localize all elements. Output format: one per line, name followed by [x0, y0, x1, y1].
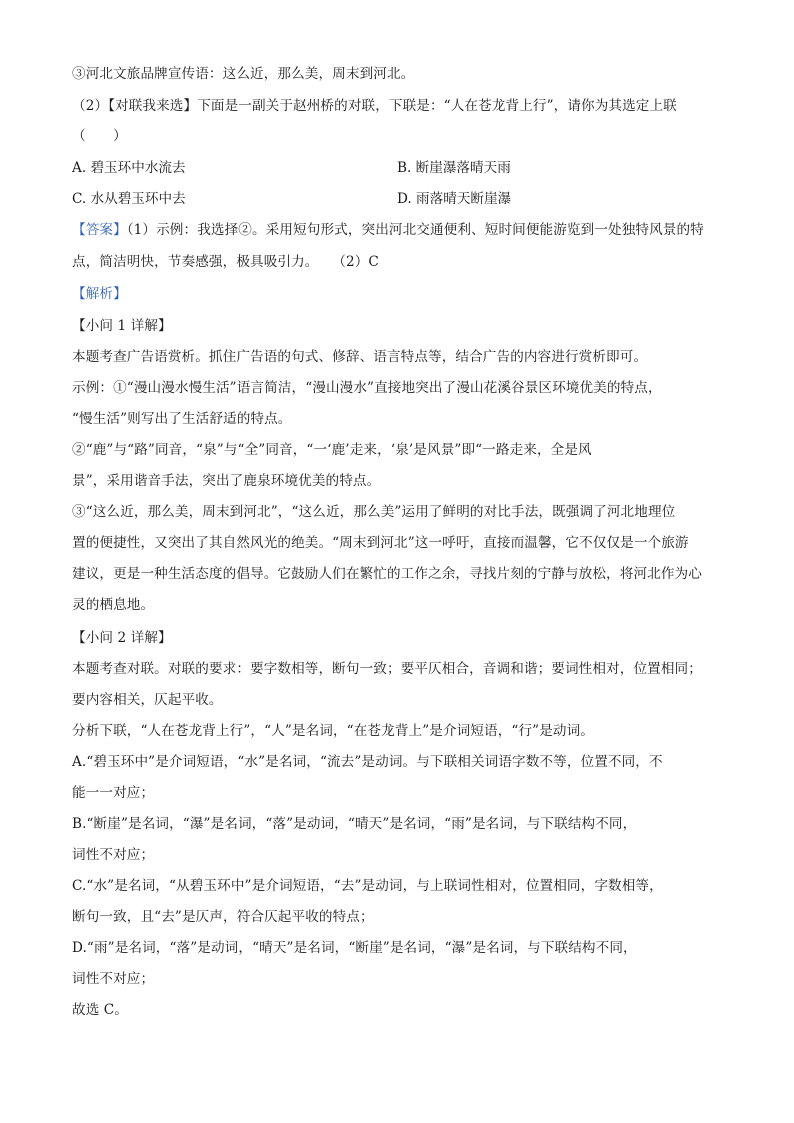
q1-line: “慢生活”则写出了生活舒适的特点。 [72, 411, 292, 427]
q2-line: 词性不对应； [72, 971, 155, 987]
option-b: B. 断崖瀑落晴天雨 [397, 160, 511, 176]
q2-line: 断句一致，且“去”是仄声，符合仄起平收的特点； [72, 909, 374, 925]
q1-line: ②“鹿”与“路”同音，“泉”与“全”同音，“一‘鹿’走来，‘泉’是风景”即“一路走来，全是风 [72, 442, 592, 458]
q1-heading: 【小问 1 详解】 [72, 318, 172, 334]
option-a: A. 碧玉环中水流去 [72, 160, 186, 176]
q1-line: 建议，更是一种生活态度的倡导。它鼓励人们在繁忙的工作之余，寻找片刻的宁静与放松，将河北作为心 [72, 566, 702, 582]
answer-text-1: （1）示例：我选择②。采用短句形式，突出河北交通便利、短时间便能游览到一处独特风景的特 [126, 222, 704, 238]
q2-line: 本题考查对联。对联的要求：要字数相等，断句一致；要平仄相合，音调和谐；要词性相对，位置相同； [72, 661, 702, 677]
q2-line: C.“水”是名词，“从碧玉环中”是介词短语，“去”是动词，与上联词性相对，位置相同，字数相等， [72, 878, 663, 894]
q1-line: 示例：①“漫山漫水慢生活”语言简洁，“漫山漫水”直接地突出了漫山花溪谷景区环境优美的特点， [72, 380, 662, 396]
q2-line: 分析下联，“人在苍龙背上行”，“人”是名词，“在苍龙背上”是介词短语，“行”是动词。 [72, 723, 594, 739]
question-2-blank: （ ） [72, 128, 127, 144]
answer-tag: 【答案】 [72, 222, 127, 238]
q1-line: 置的便捷性，又突出了其自然风光的绝美。“周末到河北”这一呼吁，直接而温馨，它不仅仅是一个旅游 [72, 535, 689, 551]
q2-heading: 【小问 2 详解】 [72, 630, 172, 646]
q2-line: 要内容相关，仄起平收。 [72, 692, 223, 708]
analysis-tag: 【解析】 [72, 286, 127, 302]
answer-line-2: 点，简洁明快，节奏感强，极具吸引力。 （2）C [72, 254, 379, 270]
answer-line-1 [72, 220, 704, 240]
option-d: D. 雨落晴天断崖瀑 [397, 191, 512, 207]
q1-line: ③“这么近，那么美，周末到河北”，“这么近，那么美”运用了鲜明的对比手法，既强调了河北地理位 [72, 504, 676, 520]
option-c: C. 水从碧玉环中去 [72, 191, 186, 207]
question-2-stem: （2）【对联我来选】下面是一副关于赵州桥的对联，下联是：“人在苍龙背上行”，请你为其选定上联 [72, 98, 677, 114]
top-item-3: ③河北文旅品牌宣传语：这么近，那么美，周末到河北。 [72, 66, 415, 82]
q2-line: D.“雨”是名词，“落”是动词，“晴天”是名词，“断崖”是名词，“瀑”是名词，与下联结构不同， [72, 940, 637, 956]
q2-line: 故选 C。 [72, 1002, 129, 1018]
q2-line: B.“断崖”是名词，“瀑”是名词，“落”是动词，“晴天”是名词，“雨”是名词，与下联结构不同， [72, 816, 637, 832]
q2-line: 能一一对应； [72, 785, 155, 801]
q1-line: 景”，采用谐音手法，突出了鹿泉环境优美的特点。 [72, 473, 381, 489]
q1-line: 灵的栖息地。 [72, 597, 155, 613]
q2-line: A.“碧玉环中”是介词短语，“水”是名词，“流去”是动词。与下联相关词语字数不等，位置不同，不 [72, 754, 663, 770]
q1-line: 本题考查广告语赏析。抓住广告语的句式、修辞、语言特点等，结合广告的内容进行赏析即可。 [72, 349, 648, 365]
q2-line: 词性不对应； [72, 847, 155, 863]
